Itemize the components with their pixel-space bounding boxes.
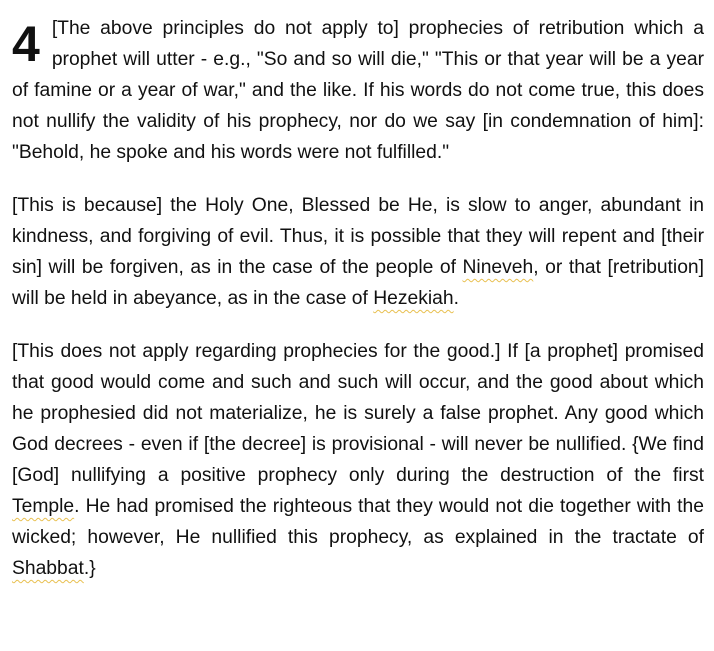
glossary-link-shabbat[interactable]: Shabbat <box>12 558 84 579</box>
paragraph-2-text-b: , or that [retribution] will be held in abeyance, as in the case of <box>12 257 705 309</box>
paragraph-3-text-c: .} <box>83 558 96 579</box>
halacha-number: 4 <box>12 16 40 72</box>
paragraph-2-text-a: [This is because] the Holy One, Blessed be He, is slow to anger, abundant in kindness, and forgiving of evil. Thus, it is possible that they will repent and [their sin] will be forgiven, as in the case of the people of <box>12 195 704 278</box>
glossary-link-temple[interactable]: Temple <box>12 496 75 517</box>
paragraph-3-text-b: . He had promised the righteous that they would not die together with the wicked; however, He nullified this prophecy, as explained in the tractate of <box>12 496 704 548</box>
glossary-link-nineveh[interactable]: Nineveh <box>462 257 534 278</box>
paragraph-2-text-c: . <box>453 288 459 309</box>
paragraph-1-text: [The above principles do not apply to] prophecies of retribution which a prophet will utter - e.g., "So and so will die," "This or that year will be a year of famine or a year of war," and the like. If his words do not come true, this does not nullify the validity of his prophecy, nor do we say [in condemnation of him]: "Behold, he spoke and his words were not fulfilled." <box>12 18 704 163</box>
glossary-link-hezekiah[interactable]: Hezekiah <box>373 288 454 309</box>
paragraph-3 <box>12 336 704 584</box>
paragraph-1 <box>12 13 704 168</box>
paragraph-2 <box>12 190 704 314</box>
paragraph-3-text-a: [This does not apply regarding prophecies for the good.] If [a prophet] promised that good would come and such and such will occur, and the good about which he prophesied did not materialize, he is surely a false prophet. Any good which God decrees - even if [the decree] is provisional - will never be nullified. {We find [God] nullifying a positive prophecy only during the destruction of the first <box>12 341 704 486</box>
